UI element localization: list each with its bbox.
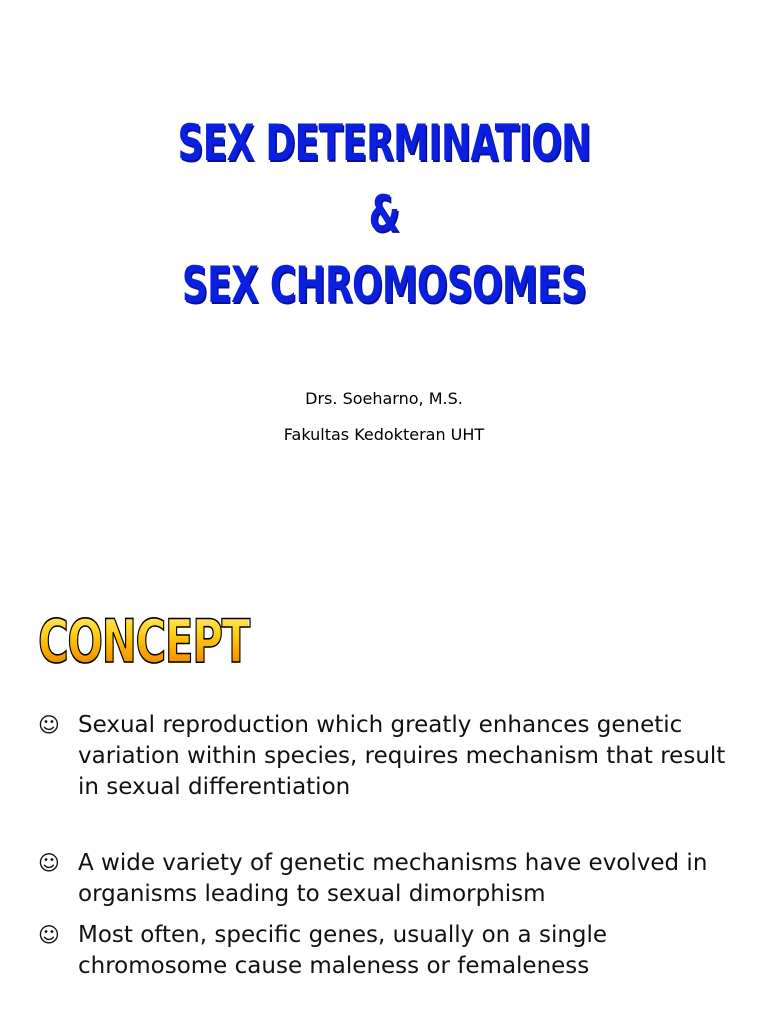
- title-line-2: &: [368, 185, 400, 243]
- author-affiliation: Fakultas Kedokteran UHT: [283, 425, 485, 444]
- concept-heading: CONCEPT: [38, 607, 249, 677]
- slide-title: [0, 108, 768, 321]
- bullet-text: A wide variety of genetic mechanisms have evolved in organisms leading to sexual dimorphism: [78, 850, 708, 907]
- smiley-face-icon: ☺: [38, 713, 60, 737]
- smiley-face-icon: ☺: [38, 851, 60, 875]
- bullet-item: [38, 920, 738, 982]
- bullet-text: Most often, specific genes, usually on a single chromosome cause maleness or femaleness: [78, 922, 608, 979]
- concept-bullet-list: [38, 710, 738, 982]
- bullet-item: [38, 848, 738, 910]
- bullet-item: [38, 710, 738, 803]
- author-name: Drs. Soeharno, M.S.: [305, 389, 463, 408]
- title-line-1: SEX DETERMINATION: [177, 114, 591, 172]
- smiley-face-icon: ☺: [38, 923, 60, 947]
- title-line-3: SEX CHROMOSOMES: [181, 256, 587, 314]
- bullet-text: Sexual reproduction which greatly enhances genetic variation within species, requires mechanism that result in sexual differentiation: [78, 712, 726, 800]
